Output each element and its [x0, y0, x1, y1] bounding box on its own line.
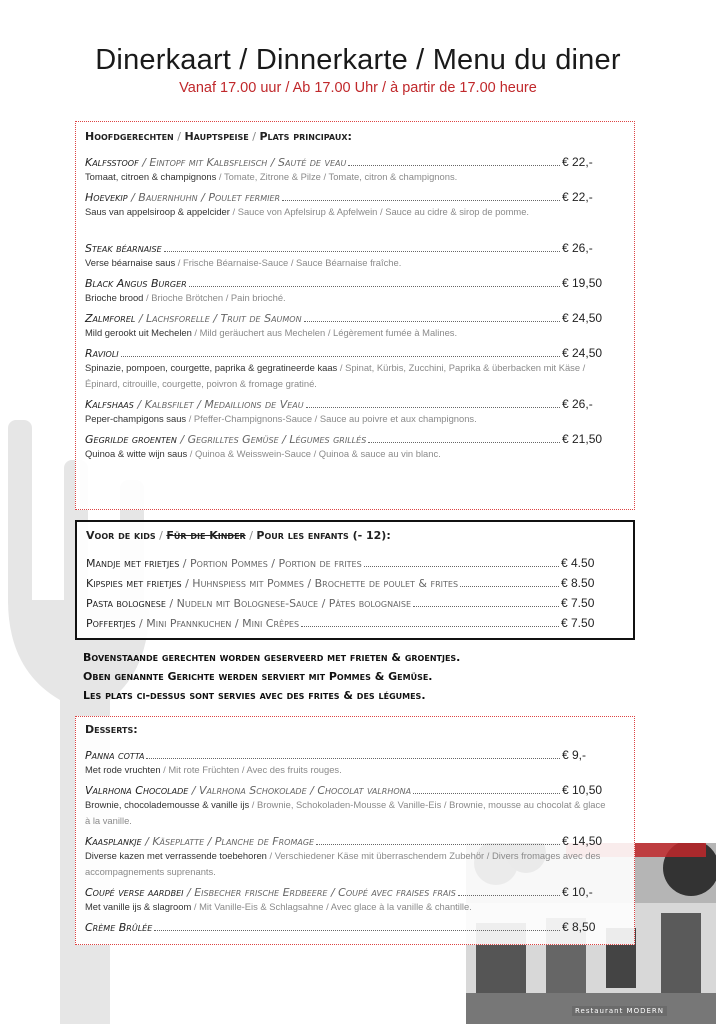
- menu-item-name: [85, 277, 187, 290]
- menu-item: [85, 392, 606, 427]
- description-translation: / Brioche Brötchen / Pain brioché.: [143, 292, 286, 303]
- menu-item: [85, 915, 606, 934]
- dish-name: Kipspies met frietjes: [86, 577, 182, 590]
- menu-item: [85, 271, 606, 306]
- description-text: Brioche brood: [85, 292, 144, 303]
- menu-item-row: [85, 341, 606, 360]
- menu-item-price: € 19,50: [562, 276, 603, 290]
- menu-item-price: € 14,50: [562, 834, 603, 848]
- menu-item-row: [85, 427, 606, 446]
- menu-item-price: € 10,-: [562, 885, 593, 899]
- menu-item-row: [85, 743, 606, 762]
- description-text: Diverse kazen met verrassende toebehoren: [85, 850, 267, 861]
- dot-leader: [460, 586, 559, 587]
- dish-name: Pasta bolognese: [86, 597, 166, 610]
- description-text: Spinazie, pompoen, courgette, paprika & gegratineerde kaas: [85, 362, 338, 373]
- menu-item-row: [86, 570, 605, 590]
- menu-item-name: [85, 784, 411, 797]
- menu-item-description: [85, 762, 606, 778]
- dish-translation: / Valrhona Schokolade / Chocolat valrhona: [188, 784, 412, 797]
- main-courses-list: [85, 150, 606, 462]
- dot-leader: [304, 321, 560, 322]
- description-text: Saus van appelsiroop & appelcider: [85, 206, 230, 217]
- menu-item-price: € 7.50: [561, 596, 595, 610]
- menu-item-description: [85, 446, 606, 462]
- menu-item-row: [85, 880, 606, 899]
- dot-leader: [316, 844, 560, 845]
- menu-item-name: [85, 312, 302, 325]
- side-dishes-note: [83, 648, 643, 705]
- dot-leader: [154, 930, 560, 931]
- menu-item-description: [85, 290, 606, 306]
- menu-item-description: [85, 360, 606, 392]
- menu-item-price: € 7.50: [561, 616, 595, 630]
- dish-translation: / Nudeln mit Bolognese-Sauce / Pâtes bolognaise: [165, 597, 412, 610]
- note-nl: Bovenstaande gerechten worden geserveerd met frieten & groentjes.: [83, 651, 461, 664]
- menu-item-row: [85, 185, 606, 204]
- menu-item-price: € 22,-: [562, 155, 593, 169]
- menu-item-name: [85, 921, 152, 934]
- description-translation: / Sauce von Apfelsirup & Apfelwein / Sauce au cidre & sirop de pomme.: [229, 206, 530, 217]
- dot-leader: [301, 626, 559, 627]
- description-text: Met vanille ijs & slagroom: [85, 901, 192, 912]
- menu-item-name: [85, 398, 304, 411]
- dot-leader: [164, 251, 560, 252]
- menu-item: [85, 829, 606, 880]
- description-translation: / Brownie, Schokoladen-Mousse & Vanille-Eis / Brownie, mousse au chocolat & glace à la vanille.: [85, 799, 606, 826]
- menu-item: [85, 880, 606, 915]
- dish-translation: / Lachsforelle / Truit de Saumon: [135, 312, 302, 325]
- kids-list: [86, 550, 605, 630]
- menu-item-row: [85, 915, 606, 934]
- dish-name: Black Angus Burger: [85, 277, 187, 290]
- menu-item: [86, 570, 605, 590]
- menu-item: [86, 610, 605, 630]
- menu-item-row: [85, 392, 606, 411]
- menu-item: [85, 150, 606, 185]
- dish-name: Gegrilde groenten: [85, 433, 177, 446]
- menu-item-description: [85, 797, 606, 829]
- note-fr: Les plats ci-dessus sont servies avec des frites & des légumes.: [83, 689, 426, 702]
- kids-section: [75, 520, 635, 640]
- dish-name: Hoevekip: [85, 191, 128, 204]
- dish-translation: / Huhnspiess mit Pommes / Brochette de poulet & frites: [181, 577, 459, 590]
- description-text: Brownie, chocolademousse & vanille ijs: [85, 799, 250, 810]
- dish-name: Ravioli: [85, 347, 119, 360]
- menu-item-name: [85, 191, 280, 204]
- description-text: Peper-champigons saus: [85, 413, 187, 424]
- dish-name: Kalfshaas: [85, 398, 134, 411]
- dot-leader: [413, 606, 559, 607]
- description-text: Verse béarnaise saus: [85, 257, 176, 268]
- menu-item-row: [85, 150, 606, 169]
- dish-name: Mandje met frietjes: [86, 557, 180, 570]
- menu-item-row: [86, 550, 605, 570]
- menu-item-name: [85, 886, 456, 899]
- dot-leader: [348, 165, 560, 166]
- dish-name: Zalmforel: [85, 312, 136, 325]
- menu-item-name: [86, 557, 362, 570]
- menu-item-price: € 26,-: [562, 241, 593, 255]
- dish-name: Kalfsstoof: [85, 156, 139, 169]
- kids-heading: Voor de kids / Für die Kinder / Pour les enfants (- 12):: [86, 529, 391, 542]
- menu-item-description: [85, 204, 606, 236]
- dot-leader: [458, 895, 560, 896]
- dish-translation: / Eintopf mit Kalbsfleisch / Sauté de veau: [138, 156, 347, 169]
- main-courses-heading: Hoofdgerechten / Hauptspeise / Plats principaux:: [85, 130, 352, 143]
- description-text: Met rode vruchten: [85, 764, 161, 775]
- menu-item-price: € 8.50: [561, 576, 595, 590]
- menu-item-price: € 26,-: [562, 397, 593, 411]
- dish-translation: / Kalbsfilet / Medaillions de Veau: [133, 398, 304, 411]
- menu-item-name: [85, 242, 162, 255]
- main-courses-section: [75, 121, 635, 510]
- menu-item-description: [85, 411, 606, 427]
- menu-item-name: [85, 749, 144, 762]
- description-text: Quinoa & witte wijn saus: [85, 448, 188, 459]
- menu-item-row: [85, 778, 606, 797]
- dish-name: Panna cotta: [85, 749, 145, 762]
- menu-item: [85, 778, 606, 829]
- menu-item: [85, 341, 606, 392]
- menu-item: [85, 306, 606, 341]
- opening-time-subtitle: Vanaf 17.00 uur / Ab 17.00 Uhr / à partir de 17.00 heure: [179, 80, 537, 96]
- menu-item-price: € 10,50: [562, 783, 603, 797]
- menu-item: [85, 185, 606, 236]
- menu-item: [86, 590, 605, 610]
- menu-item-price: € 9,-: [562, 748, 587, 762]
- menu-item-description: [85, 255, 606, 271]
- menu-item: [85, 743, 606, 778]
- dish-translation: / Mini Pfannkuchen / Mini Crêpes: [135, 617, 300, 630]
- menu-item-description: [85, 325, 606, 341]
- dish-translation: / Portion Pommes / Portion de frites: [179, 557, 362, 570]
- description-translation: / Spinat, Kürbis, Zucchini, Paprika & überbacken mit Käse / Épinard, citrouille, courgette, poivron & fromage gratiné.: [85, 362, 586, 389]
- description-text: Mild gerookt uit Mechelen: [85, 327, 192, 338]
- desserts-heading: Desserts:: [85, 723, 138, 736]
- menu-item-price: € 8,50: [562, 920, 596, 934]
- menu-item-row: [85, 306, 606, 325]
- description-translation: / Frische Béarnaise-Sauce / Sauce Béarnaise fraîche.: [175, 257, 402, 268]
- desserts-section: [75, 716, 635, 945]
- menu-item-price: € 4.50: [561, 556, 595, 570]
- menu-item-description: [85, 899, 606, 915]
- note-de: Oben genannte Gerichte werden serviert mit Pommes & Gemüse.: [83, 670, 433, 683]
- dot-leader: [306, 407, 560, 408]
- dish-translation: / Bauernhuhn / Poulet fermier: [127, 191, 281, 204]
- dot-leader: [121, 356, 560, 357]
- description-text: Tomaat, citroen & champignons: [85, 171, 217, 182]
- description-translation: / Mild geräuchert aus Mechelen / Légèrement fumée à Malines.: [191, 327, 458, 338]
- description-translation: / Pfeffer-Champignons-Sauce / Sauce au poivre et aux champignons.: [186, 413, 477, 424]
- dish-name: Coupé verse aardbei: [85, 886, 184, 899]
- menu-item-price: € 21,50: [562, 432, 603, 446]
- menu-item-description: [85, 169, 606, 185]
- dish-name: Steak béarnaise: [85, 242, 162, 255]
- dot-leader: [146, 758, 560, 759]
- dot-leader: [368, 442, 560, 443]
- menu-item-name: [85, 835, 314, 848]
- dish-name: Poffertjes: [86, 617, 136, 630]
- menu-item-row: [86, 610, 605, 630]
- restaurant-caption: Restaurant MODERN: [572, 1006, 667, 1016]
- menu-item-name: [85, 347, 119, 360]
- menu-item-name: [86, 577, 458, 590]
- menu-item-name: [85, 156, 346, 169]
- desserts-list: [85, 743, 606, 934]
- menu-item-row: [86, 590, 605, 610]
- menu-item-description: [85, 848, 606, 880]
- description-translation: / Mit Vanille-Eis & Schlagsahne / Avec glace à la vanille & chantille.: [191, 901, 472, 912]
- dish-name: Kaasplankje: [85, 835, 142, 848]
- dish-name: Crème Brûlée: [85, 921, 153, 934]
- dish-name: Valrhona Chocolade: [85, 784, 189, 797]
- dot-leader: [364, 566, 559, 567]
- menu-item-name: [86, 597, 411, 610]
- dot-leader: [282, 200, 560, 201]
- menu-item-row: [85, 236, 606, 255]
- page-title: Dinerkaart / Dinnerkarte / Menu du diner: [95, 44, 621, 76]
- dish-translation: / Käseplatte / Planche de Fromage: [141, 835, 315, 848]
- dish-translation: / Gegrilltes Gemüse / Légumes grillés: [176, 433, 367, 446]
- description-translation: / Tomate, Zitrone & Pilze / Tomate, citron & champignons.: [216, 171, 458, 182]
- description-translation: / Verschiedener Käse mit überraschendem Zubehör / Divers fromages avec des accompagnements suprenants.: [85, 850, 601, 877]
- description-translation: / Quinoa & Weisswein-Sauce / Quinoa & sauce au vin blanc.: [187, 448, 441, 459]
- dish-translation: / Eisbecher frische Erdbeere / Coupé avec fraises frais: [183, 886, 456, 899]
- menu-item-row: [85, 829, 606, 848]
- menu-item-price: € 24,50: [562, 311, 603, 325]
- menu-item-price: € 24,50: [562, 346, 603, 360]
- menu-item-name: [86, 617, 299, 630]
- menu-item-name: [85, 433, 366, 446]
- menu-item-price: € 22,-: [562, 190, 593, 204]
- dot-leader: [189, 286, 560, 287]
- dot-leader: [413, 793, 560, 794]
- description-translation: / Mit rote Früchten / Avec des fruits rouges.: [160, 764, 342, 775]
- menu-item: [85, 236, 606, 271]
- menu-item-row: [85, 271, 606, 290]
- menu-item: [86, 550, 605, 570]
- menu-item: [85, 427, 606, 462]
